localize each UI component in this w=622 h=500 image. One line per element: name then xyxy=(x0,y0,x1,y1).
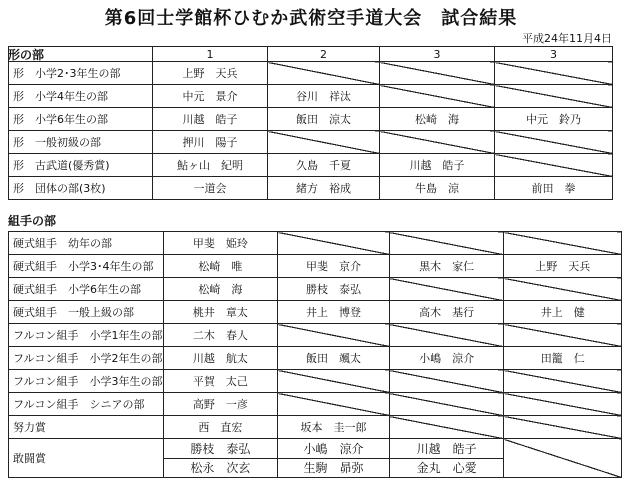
kata-section-label: 形の部 xyxy=(8,48,45,62)
kumite-row xyxy=(9,301,622,324)
kata-place-name: 上野 天兵 xyxy=(153,62,268,85)
kumite-place-name: 井上 健 xyxy=(504,301,622,324)
kumite-place-name: 松崎 唯 xyxy=(163,255,278,278)
kumite-empty-cell xyxy=(278,324,390,347)
kumite-place-name: 上野 天兵 xyxy=(504,255,622,278)
kata-place-name: 久島 千夏 xyxy=(268,154,380,177)
page-title: 第6回士学館杯ひむか武術空手道大会 試合結果 xyxy=(104,8,518,29)
effort-award-empty-cell xyxy=(504,416,622,439)
fighting-spirit-award-cell xyxy=(163,439,278,478)
kata-row xyxy=(9,131,613,154)
kumite-place-name: 甲斐 京介 xyxy=(278,255,390,278)
kumite-row xyxy=(9,370,622,393)
kumite-row xyxy=(9,255,622,278)
kata-row xyxy=(9,177,613,200)
kumite-empty-cell xyxy=(504,393,622,416)
kata-place-name: 谷川 祥汰 xyxy=(268,85,380,108)
kumite-place-name: 平賀 太己 xyxy=(163,370,278,393)
kata-header-blank xyxy=(9,47,153,62)
kumite-empty-cell xyxy=(504,370,622,393)
fighting-spirit-award-name: 勝枝 泰弘 xyxy=(164,440,278,459)
kumite-category: 硬式組手 一般上級の部 xyxy=(9,301,164,324)
kumite-row xyxy=(9,232,622,255)
kumite-place-name: 川越 航太 xyxy=(163,347,278,370)
kumite-results-table xyxy=(8,231,622,478)
kumite-empty-cell xyxy=(278,370,390,393)
kata-category: 形 団体の部(3枚) xyxy=(9,177,153,200)
kata-category: 形 小学6年生の部 xyxy=(9,108,153,131)
effort-award-name: 西 直宏 xyxy=(163,416,278,439)
kumite-section-label: 組手の部 xyxy=(8,214,57,228)
kata-header-2: 2 xyxy=(268,47,380,62)
kata-place-name: 川越 皓子 xyxy=(153,108,268,131)
effort-award-name: 坂本 圭一郎 xyxy=(278,416,390,439)
kumite-empty-cell xyxy=(389,232,504,255)
kata-header-3b: 3 xyxy=(495,47,613,62)
event-date: 平成24年11月4日 xyxy=(522,32,612,45)
effort-award-category: 努力賞 xyxy=(9,416,164,439)
kumite-row xyxy=(9,393,622,416)
kumite-category: フルコン組手 小学2年生の部 xyxy=(9,347,164,370)
kata-empty-cell xyxy=(380,62,495,85)
fighting-spirit-award-empty-cell xyxy=(504,439,622,478)
kata-place-name: 押川 陽子 xyxy=(153,131,268,154)
kumite-empty-cell xyxy=(389,278,504,301)
kumite-row xyxy=(9,324,622,347)
kumite-place-name: 小嶋 涼介 xyxy=(389,347,504,370)
kumite-place-name: 勝枝 泰弘 xyxy=(278,278,390,301)
fighting-spirit-award-name: 小嶋 涼介 xyxy=(278,440,389,459)
kata-category: 形 一般初級の部 xyxy=(9,131,153,154)
kumite-category: フルコン組手 小学3年生の部 xyxy=(9,370,164,393)
kumite-row xyxy=(9,278,622,301)
kata-empty-cell xyxy=(495,62,613,85)
kata-results-table xyxy=(8,46,613,200)
kata-empty-cell xyxy=(268,62,380,85)
kumite-category: フルコン組手 小学1年生の部 xyxy=(9,324,164,347)
kata-category: 形 小学2･3年生の部 xyxy=(9,62,153,85)
kumite-category: 硬式組手 小学6年生の部 xyxy=(9,278,164,301)
kumite-category: フルコン組手 シニアの部 xyxy=(9,393,164,416)
fighting-spirit-award-category: 敢闘賞 xyxy=(9,439,164,478)
kata-place-name: 中元 景介 xyxy=(153,85,268,108)
kumite-place-name: 高木 基行 xyxy=(389,301,504,324)
kata-header-row xyxy=(9,47,613,62)
kata-row xyxy=(9,85,613,108)
kata-category: 形 小学4年生の部 xyxy=(9,85,153,108)
kumite-place-name: 田籠 仁 xyxy=(504,347,622,370)
kumite-category: 硬式組手 小学3･4年生の部 xyxy=(9,255,164,278)
kumite-empty-cell xyxy=(504,232,622,255)
kumite-empty-cell xyxy=(504,324,622,347)
kumite-row xyxy=(9,347,622,370)
kumite-empty-cell xyxy=(389,324,504,347)
kumite-place-name: 井上 博登 xyxy=(278,301,390,324)
kumite-place-name: 二木 春人 xyxy=(163,324,278,347)
kata-place-name: 飯田 涼太 xyxy=(268,108,380,131)
kumite-empty-cell xyxy=(278,232,390,255)
kumite-place-name: 高野 一彦 xyxy=(163,393,278,416)
kata-header-1: 1 xyxy=(153,47,268,62)
kata-empty-cell xyxy=(495,85,613,108)
kata-place-name: 前田 拳 xyxy=(495,177,613,200)
kumite-empty-cell xyxy=(389,370,504,393)
kata-place-name: 牛島 涼 xyxy=(380,177,495,200)
kumite-empty-cell xyxy=(389,393,504,416)
kumite-empty-cell xyxy=(278,393,390,416)
kumite-place-name: 桃井 章太 xyxy=(163,301,278,324)
kata-empty-cell xyxy=(495,131,613,154)
kata-empty-cell xyxy=(268,131,380,154)
kata-empty-cell xyxy=(495,154,613,177)
kata-empty-cell xyxy=(380,85,495,108)
kata-empty-cell xyxy=(380,131,495,154)
fighting-spirit-award-name: 川越 皓子 xyxy=(390,440,504,459)
kumite-place-name: 甲斐 姫玲 xyxy=(163,232,278,255)
kata-category: 形 古武道(優秀賞) xyxy=(9,154,153,177)
kata-header-3a: 3 xyxy=(380,47,495,62)
kata-row xyxy=(9,62,613,85)
fighting-spirit-award-name: 金丸 心愛 xyxy=(416,460,477,475)
kata-place-name: 川越 皓子 xyxy=(380,154,495,177)
effort-award-empty-cell xyxy=(389,416,504,439)
fighting-spirit-award-name: 生駒 昴弥 xyxy=(303,460,364,475)
kata-place-name: 中元 鈴乃 xyxy=(495,108,613,131)
fighting-spirit-award-name: 松永 次玄 xyxy=(190,460,251,475)
kata-place-name: 緒方 裕成 xyxy=(268,177,380,200)
fighting-spirit-award-row xyxy=(9,439,622,478)
kumite-place-name: 飯田 颯太 xyxy=(278,347,390,370)
kata-row xyxy=(9,154,613,177)
kata-place-name: 松崎 海 xyxy=(380,108,495,131)
kata-row xyxy=(9,108,613,131)
kumite-category: 硬式組手 幼年の部 xyxy=(9,232,164,255)
kumite-place-name: 松崎 海 xyxy=(163,278,278,301)
fighting-spirit-award-cell xyxy=(278,439,390,478)
kumite-empty-cell xyxy=(504,278,622,301)
kumite-place-name: 黒木 家仁 xyxy=(389,255,504,278)
fighting-spirit-award-cell xyxy=(389,439,504,478)
kata-place-name: 鮎ヶ山 紀明 xyxy=(153,154,268,177)
kata-place-name: 一道会 xyxy=(153,177,268,200)
effort-award-row xyxy=(9,416,622,439)
